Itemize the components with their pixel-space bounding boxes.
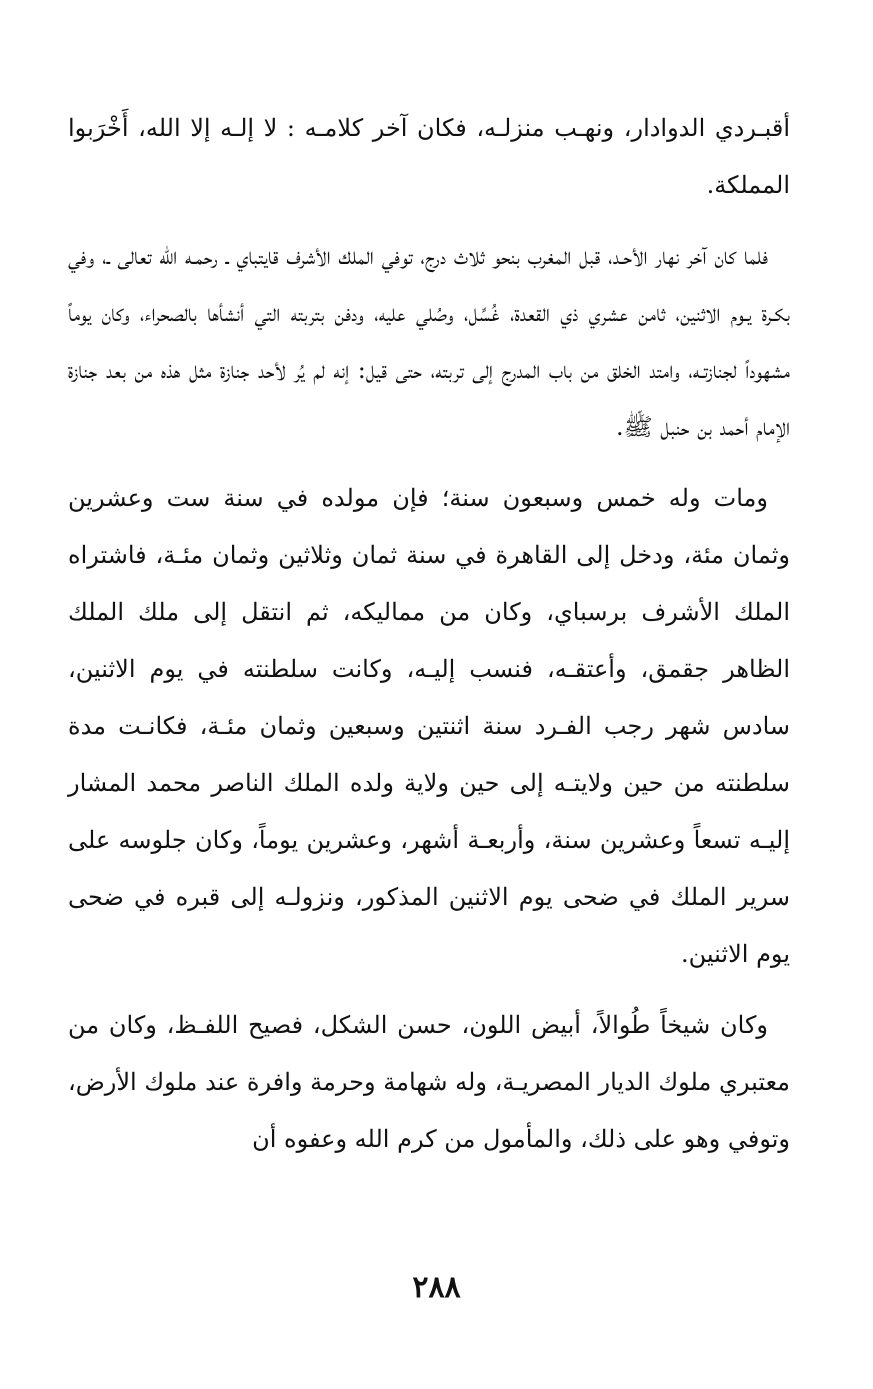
page-number: ٢٨٨	[412, 1270, 461, 1305]
paragraph-4: وكان شيخاً طُوالاً، أبيض اللون، حسن الشكل، فصيح اللفـظ، وكان من معتبري ملوك الديار المصريـة، وله شهامة وحرمة وافرة عند ملوك الأرض، وتوفي وهو على ذلك، والمأمول من كرم الله وعفوه أن	[68, 1011, 790, 1153]
paragraph-1: أقبـردي الدوادار، ونهـب منزلـه، فكان آخر كلامـه : لا إلـه إلا الله، أَخْرَبوا المملكة.	[68, 114, 790, 199]
paragraph-2: فلما كان آخر نهار الأحـد، قبل المغرب بنحو ثلاث درج، توفي الملك الأشرف قايتباي ـ رحمـه الله تعالى ـ، وفي بكـرة يـوم الاثنين، ثامن عشري ذي القعدة، غُسِّل، وصُلي عليه، ودفن بتربته التي أنشأها بالصحراء، وكان يوماً مشهوداً لجنازتـه، وامتد الخلق من باب المدرج إلى تربته، حتى قيل: إنه لم يُر لأحد جنازة مثل هذه من بعد جنازة الإمام أحمد بن حنبل ﷺ.	[68, 242, 790, 441]
paragraph-3: ومات وله خمس وسبعون سنة؛ فإن مولده في سنة ست وعشرين وثمان مئة، ودخل إلى القاهرة في سنة ثمان وثلاثين وثمان مئـة، فاشتراه الملك الأشرف برسباي، وكان من مماليكه، ثم انتقل إلى ملك الملك الظاهر جقمق، وأعتقـه، فنسب إليـه، وكانت سلطنته في يوم الاثنين، سادس شهر رجب الفـرد سنة اثنتين وسبعين وثمان مئـة، فكانـت مدة سلطنته من حين ولايتـه إلى حين ولاية ولده الملك الناصر محمد المشار إليـه تسعاً وعشرين سنة، وأربعـة أشهر، وعشرين يوماً، وكان جلوسه على سرير الملك في ضحى يوم الاثنين المذكور، ونزولـه إلى قبره في ضحى يوم الاثنين.	[68, 484, 790, 968]
body-text	[68, 100, 790, 1168]
